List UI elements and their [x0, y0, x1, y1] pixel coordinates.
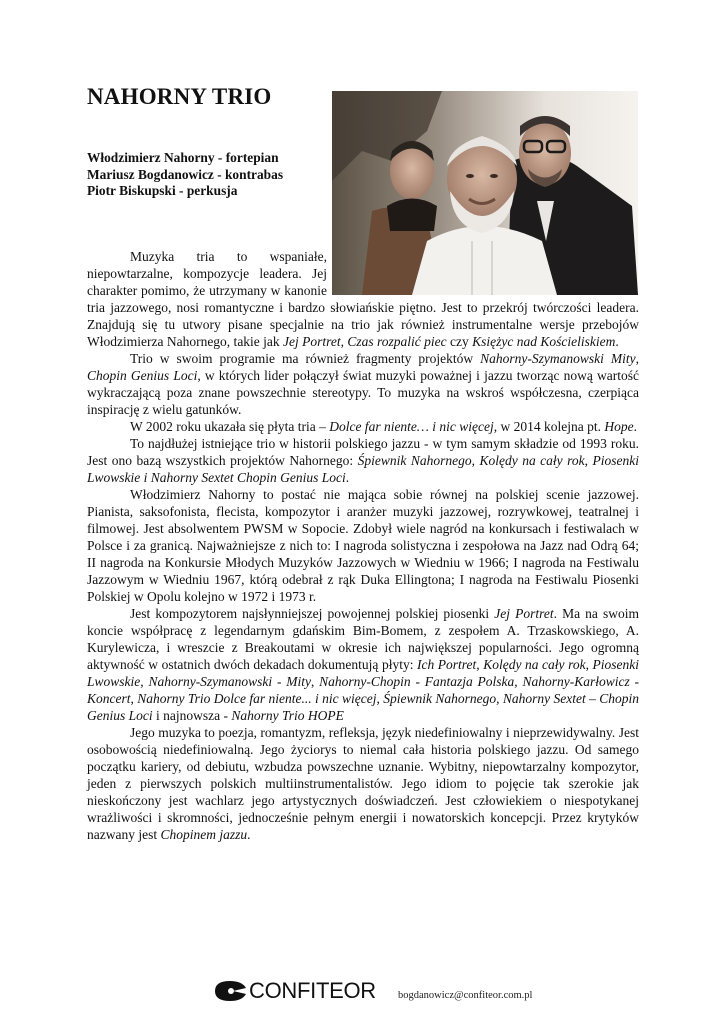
text-run: , w których lider połączył świat muzyki poważnej i jazzu tworząc nową wartość wykraczającą poza znane powszechnie stereotypy. To muzyka na wskroś współczesna, czerpiąca inspirację z wielu gatunków. — [87, 368, 639, 417]
paragraph-2 — [87, 350, 639, 418]
footer — [213, 978, 543, 1012]
photo-float-spacer — [327, 248, 639, 295]
text-run: czy — [446, 334, 473, 349]
text-run: , — [476, 657, 484, 672]
text-run: , — [584, 453, 593, 468]
italic-title: Piosenki Lwowskie — [87, 657, 639, 689]
text-run: . — [615, 334, 619, 349]
text-run: , — [635, 351, 640, 366]
italic-title: Śpiewnik Nahornego — [357, 453, 472, 468]
italic-title: Jej Portret — [494, 606, 554, 621]
italic-title: Nahorny-Szymanowski Mity — [480, 351, 636, 366]
member-bass: Mariusz Bogdanowicz - kontrabas — [87, 166, 284, 182]
text-run: Włodzimierz Nahorny to postać nie mająca sobie równej na polskiej scenie jazzowej. Pianista, saksofonista, flecista, kompozytor i aranżer muzyki jazzowej, rozrywkowej, teatralnej i filmowej. Jest absolwentem PWSM w Sopocie. Zdobył wiele nagród na konkursach i festiwalach w Polsce i za granicą. Najważniejsze z nich to: I nagroda solistyczna i zespołowa na Jazz nad Odrą 64; II nagroda na Konkursie Młodych Muzyków Jazzowych w Wiedniu w 1966; I nagroda na Festiwalu Jazzowym w Wiedniu 1967, którą odebrał z rąk Duka Ellingtona; I nagroda na Festiwalu Piosenki Polskiej w Opolu kolejno w 1972 i 1973 r. — [87, 487, 639, 604]
text-run: To najdłużej istniejące trio w historii polskiego jazzu - w tym samym składzie od 1993 roku. Jest ono bazą wszystkich projektów Nahornego: — [87, 436, 639, 468]
italic-title: Nahorny Trio Dolce far niente... i nic więcej — [137, 691, 377, 706]
italic-title: Śpiewnik Nahornego, Nahorny Sextet – Chopin Genius Loci — [87, 691, 640, 723]
text-run: , — [585, 657, 593, 672]
page-title: NAHORNY TRIO — [87, 84, 272, 109]
text-run: i najnowsza - — [152, 708, 232, 723]
text-run: , — [130, 691, 138, 706]
text-run: , — [471, 453, 480, 468]
italic-title: Piosenki Lwowskie i Nahorny Sextet Chopin Genius Loci — [87, 453, 640, 485]
member-drums: Piotr Biskupski - perkusja — [87, 183, 238, 198]
paragraph-4 — [87, 435, 639, 486]
contact-email[interactable]: bogdanowicz@confiteor.com.pl — [398, 990, 533, 1001]
text-run: . — [247, 827, 251, 842]
logo-wordmark: CONFITEOR — [249, 978, 376, 1003]
confiteor-logo-mark-icon — [213, 980, 247, 1002]
italic-title: Nahorny-Chopin - Fantazja Polska — [319, 674, 515, 689]
paragraph-3 — [87, 418, 639, 435]
member-piano: Włodzimierz Nahorny - fortepian — [87, 150, 279, 165]
italic-title: Hope — [604, 419, 634, 434]
text-run: . Ma na swoim koncie współpracę z legendarnym gdańskim Bim-Bomem, z zespołem A. Trzaskowskiego, A. Kurylewicza, i wreszcie z Breakoutami w okresie ich największej popularności. Jego ogromną aktywność w ostatnich dwóch dekadach dokumentują płyty: — [87, 606, 639, 672]
text-run: . — [345, 470, 350, 485]
italic-title: Jej Portret — [283, 334, 341, 349]
text-run: , — [376, 691, 384, 706]
text-run: Jego muzyka to poezja, romantyzm, refleksja, język niedefiniowalny i nieprzewidywalny. Jest osobowością niedefiniowalną. Jego życiorys to niemal cała historia polskiego jazzu. Od samego początku kariery, od debiutu, wzbudza powszechne uznanie. Wybitny, niepowtarzalny kompozytor, jeden z pierwszych polskich multiinstrumentalistów. Jego idiom to pojęcie tak szerokie jak nieskończony jest wachlarz jego artystycznych doświadczeń. Jest człowiekiem o niespotykanej wrażliwości i skromności, jednocześnie pełnym energii i nowatorskich koncepcji. Przez krytyków nazwany jest — [87, 725, 639, 842]
paragraph-5 — [87, 486, 639, 605]
text-run: W 2002 roku ukazała się płyta tria – — [130, 419, 330, 434]
paragraph-6 — [87, 605, 639, 724]
confiteor-logo[interactable] — [213, 978, 376, 1004]
italic-title: Kolędy na cały rok — [479, 453, 585, 468]
italic-title: Ich Portret — [417, 657, 477, 672]
italic-title: Dolce far niente… i nic więcej — [329, 419, 494, 434]
text-run: Trio w swoim programie ma również fragmenty projektów — [130, 351, 481, 366]
text-run: Muzyka tria to wspaniałe, niepowtarzalne, kompozycje leadera. Jej charakter pomimo, że utrzymany w kanonie tria jazzowego, nosi romantyczne i bardzo słowiańskie piętno. Jest to przekrój twórczości leadera. Znajdują się tu utwory pisane specjalnie na trio jak również instrumentalne wersje przebojów Włodzimierza Nahornego, takie jak — [87, 249, 639, 349]
italic-title: Chopin Genius Loci — [87, 368, 198, 383]
paragraph-7 — [87, 724, 639, 843]
italic-title: Nahorny Trio HOPE — [231, 708, 344, 723]
italic-title: Księżyc nad Kościeliskiem — [472, 334, 616, 349]
italic-title: Kolędy na cały rok — [483, 657, 586, 672]
text-run: , — [140, 674, 149, 689]
italic-title: Nahorny-Karłowicz - Koncert — [87, 674, 640, 706]
text-run: , — [514, 674, 523, 689]
text-run: . — [633, 419, 638, 434]
members-list — [87, 150, 283, 200]
text-run: , — [340, 334, 348, 349]
italic-title: Chopinem jazzu — [160, 827, 248, 842]
italic-title: Czas rozpalić piec — [347, 334, 447, 349]
article-body — [87, 248, 639, 843]
italic-title: Nahorny-Szymanowski - Mity — [148, 674, 311, 689]
text-run: , — [311, 674, 320, 689]
text-run: , w 2014 kolejna pt. — [493, 419, 605, 434]
text-run: Jest kompozytorem najsłynniejszej powojennej polskiej piosenki — [130, 606, 495, 621]
